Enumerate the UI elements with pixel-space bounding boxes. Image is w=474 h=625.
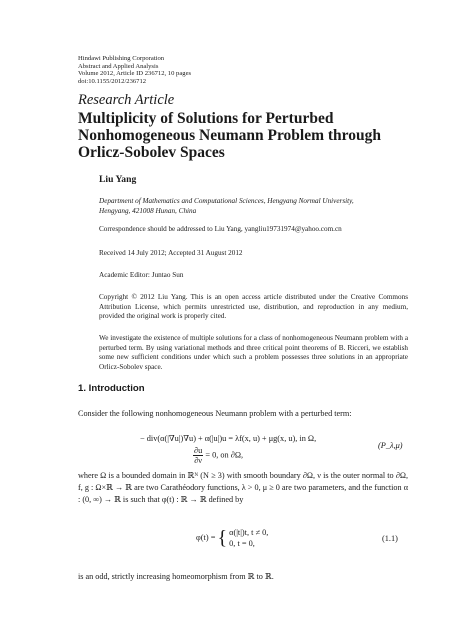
left-brace-icon: { [217, 527, 228, 549]
paper-title [78, 110, 408, 161]
case-1: α(|t|)t, t ≠ 0, [229, 528, 269, 537]
received-dates: Received 14 July 2012; Accepted 31 August 2012 [99, 249, 243, 257]
author-name: Liu Yang [99, 174, 137, 185]
equation-1-line-1: − div(α(|∇u|)∇u) + α(|u|)u = λf(x, u) + μg(x, u), in Ω, [140, 434, 317, 443]
intro-paragraph-2: where Ω is a bounded domain in ℝᴺ (N ≥ 3) with smooth boundary ∂Ω, ν is the outer normal to ∂Ω, f, g : Ω×ℝ → ℝ are two Carathéodory functions, λ > 0, μ ≥ 0 are two parameters, and the function α : (0, ∞) → ℝ is such that φ(t) : ℝ → ℝ defined by [78, 471, 408, 504]
volume-info: Volume 2012, Article ID 236712, 10 pages [78, 70, 192, 78]
title-line-2: Nonhomogeneous Neumann Problem through [78, 127, 382, 144]
copyright-notice: Copyright © 2012 Liu Yang. This is an open access article distributed under the Creative Commons Attribution License, which permits unrestricted use, distribution, and reproduction in any medium, provided the original work is properly cited. [99, 293, 408, 321]
equation-2-lhs: φ(t) = [196, 532, 216, 542]
title-line-1: Multiplicity of Solutions for Perturbed [78, 110, 334, 127]
partial-fraction [193, 446, 203, 465]
doi: doi:10.1155/2012/236712 [78, 77, 147, 85]
boundary-condition: = 0, on ∂Ω, [205, 450, 244, 460]
intro-paragraph-3: is an odd, strictly increasing homeomorphism from ℝ to ℝ. [78, 572, 274, 581]
case-2: 0, t = 0, [229, 539, 255, 548]
affiliation-line-2: Hengyang, 421008 Hunan, China [99, 206, 197, 215]
equation-1-tag: (P_λ,μ) [378, 441, 403, 450]
publisher-line: Hindawi Publishing Corporation [78, 55, 165, 62]
abstract: We investigate the existence of multiple solutions for a class of nonhomogeneous Neumann problem with a perturbed term. By using variational methods and three critical point theorems of B. Ricceri, we establish some new sufficient conditions under which such a problem possesses three solutions in an appropriate Orlicz-Sobolev space. [99, 334, 409, 371]
equation-2-cases [229, 527, 268, 549]
article-type: Research Article [78, 92, 175, 108]
affiliation [99, 197, 408, 216]
affiliation-line-1: Department of Mathematics and Computational Sciences, Hengyang Normal University, [99, 197, 354, 205]
fraction-denominator: ∂ν [194, 456, 203, 465]
equation-2-tag: (1.1) [382, 534, 398, 543]
fraction-numerator: ∂u [194, 446, 203, 455]
journal-header [78, 55, 408, 85]
journal-name: Abstract and Applied Analysis [78, 62, 159, 70]
section-heading: 1. Introduction [78, 383, 145, 394]
academic-editor: Academic Editor: Juntao Sun [99, 271, 184, 279]
equation-1-line-2 [193, 446, 243, 465]
title-line-3: Orlicz-Sobolev Spaces [78, 144, 225, 161]
intro-paragraph-1: Consider the following nonhomogeneous Neumann problem with a perturbed term: [78, 409, 352, 418]
correspondence: Correspondence should be addressed to Liu Yang, yangliu19731974@yahoo.com.cn [99, 225, 342, 233]
equation-2 [196, 527, 268, 549]
